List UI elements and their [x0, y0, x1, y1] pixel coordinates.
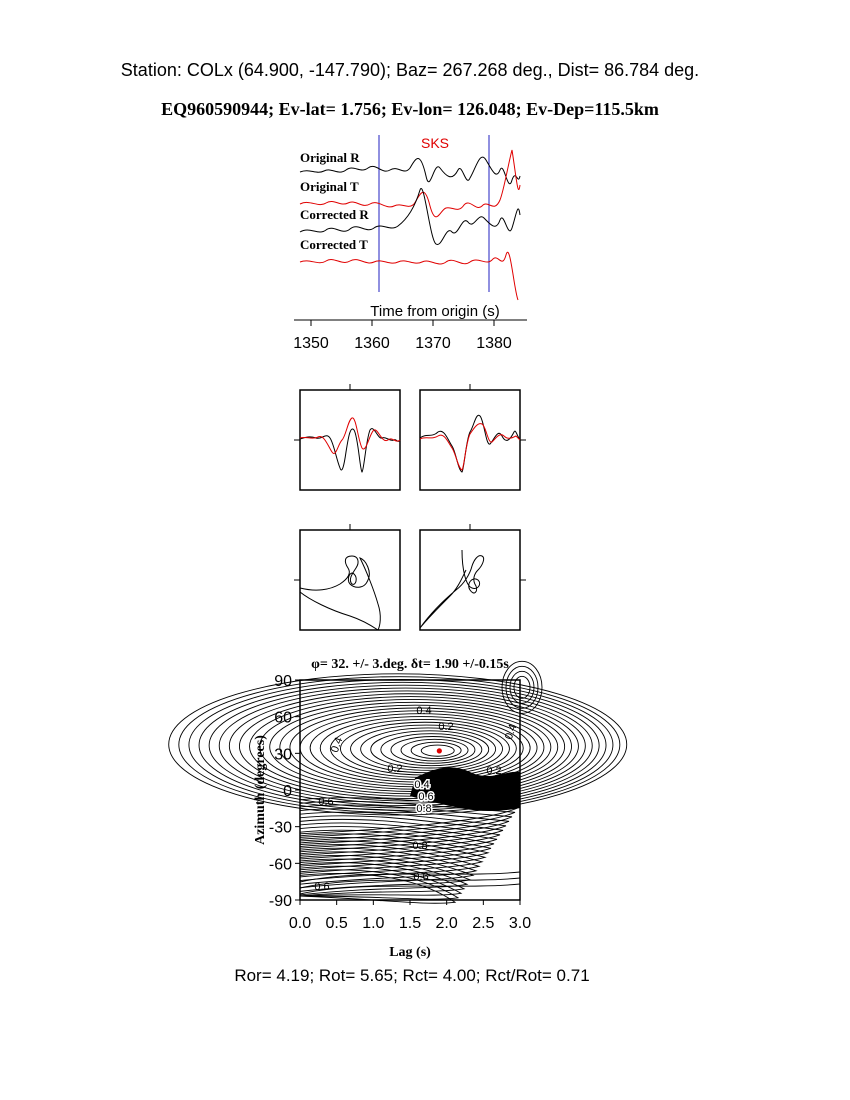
event-line: EQ960590944; Ev-lat= 1.756; Ev-lon= 126.048; Ev-Dep=115.5km: [161, 99, 659, 119]
contour-label: 0.2: [387, 763, 403, 775]
contour-label: 0.6: [318, 796, 334, 808]
trace-label-original-r: Original R: [300, 150, 360, 165]
waveform-overlay-left: [294, 384, 400, 490]
contour-label: 0.6: [314, 881, 330, 893]
contour-label: 0.4: [416, 705, 432, 717]
y-tick-label: -60: [268, 856, 292, 874]
contour-label: 0.4: [328, 735, 346, 755]
waveform-overlay-right: [420, 384, 526, 490]
overlay-left-red: [300, 418, 400, 454]
particle-motion-right-path: [420, 550, 484, 628]
azimuth-axis: [269, 673, 300, 910]
x-tick-label: 0.5: [325, 915, 348, 932]
ratios-line: Ror= 4.19; Rot= 5.65; Rct= 4.00; Rct/Rot= 0.71: [234, 966, 590, 985]
phase-label: SKS: [420, 135, 450, 151]
lag-axis: [289, 900, 531, 932]
contour-label: 0.4: [414, 779, 430, 791]
x-tick-label: 3.0: [508, 915, 532, 932]
contour-title: φ= 32. +/- 3.deg. δt= 1.90 +/-0.15s: [311, 657, 509, 672]
x-axis-label: Lag (s): [389, 945, 431, 960]
best-fit-marker: [437, 748, 442, 753]
overlay-right-red: [420, 424, 520, 470]
time-tick-label: 1350: [293, 335, 329, 352]
contour-panel: [169, 657, 627, 960]
contour-label: 0.2: [438, 721, 454, 733]
y-tick-label: 90: [274, 673, 292, 690]
time-tick-label: 1360: [354, 335, 390, 352]
contour-label: 0.6: [418, 791, 434, 803]
contour-label: 0.2: [486, 765, 502, 777]
contour-label: 0.4: [502, 722, 520, 742]
y-tick-label: 0: [283, 783, 292, 800]
x-tick-label: 2.0: [435, 915, 458, 932]
y-tick-label: 60: [274, 709, 292, 727]
trace-label-corrected-r: Corrected R: [300, 207, 369, 222]
time-axis-label: Time from origin (s): [370, 303, 500, 320]
overlay-right-black: [420, 415, 520, 472]
contour-label: 0.8: [412, 840, 428, 852]
x-tick-label: 1.5: [398, 915, 422, 932]
particle-motion-right: [420, 524, 526, 630]
station-line: Station: COLx (64.900, -147.790); Baz= 267.268 deg., Dist= 86.784 deg.: [120, 60, 700, 80]
x-tick-label: 2.5: [472, 915, 495, 932]
overlay-left-black: [300, 429, 400, 472]
particle-motion-left-path: [300, 556, 380, 630]
x-tick-label: 1.0: [362, 915, 385, 932]
y-tick-label: 30: [274, 746, 292, 764]
y-tick-label: -30: [268, 819, 292, 837]
contour-label: 0.8: [416, 803, 432, 815]
trace-corrected-t: [300, 252, 518, 300]
y-tick-label: -90: [268, 893, 292, 910]
trace-label-original-t: Original T: [300, 179, 359, 194]
x-tick-label: 0.0: [288, 915, 312, 932]
seismogram-panel: [293, 135, 527, 352]
y-axis-label: Azimuth (degrees): [253, 735, 268, 845]
trace-label-corrected-t: Corrected T: [300, 237, 368, 252]
particle-motion-left: [294, 524, 400, 630]
time-tick-label: 1380: [476, 335, 512, 352]
contour-label: 0.6: [413, 871, 429, 883]
time-tick-label: 1370: [415, 335, 451, 352]
